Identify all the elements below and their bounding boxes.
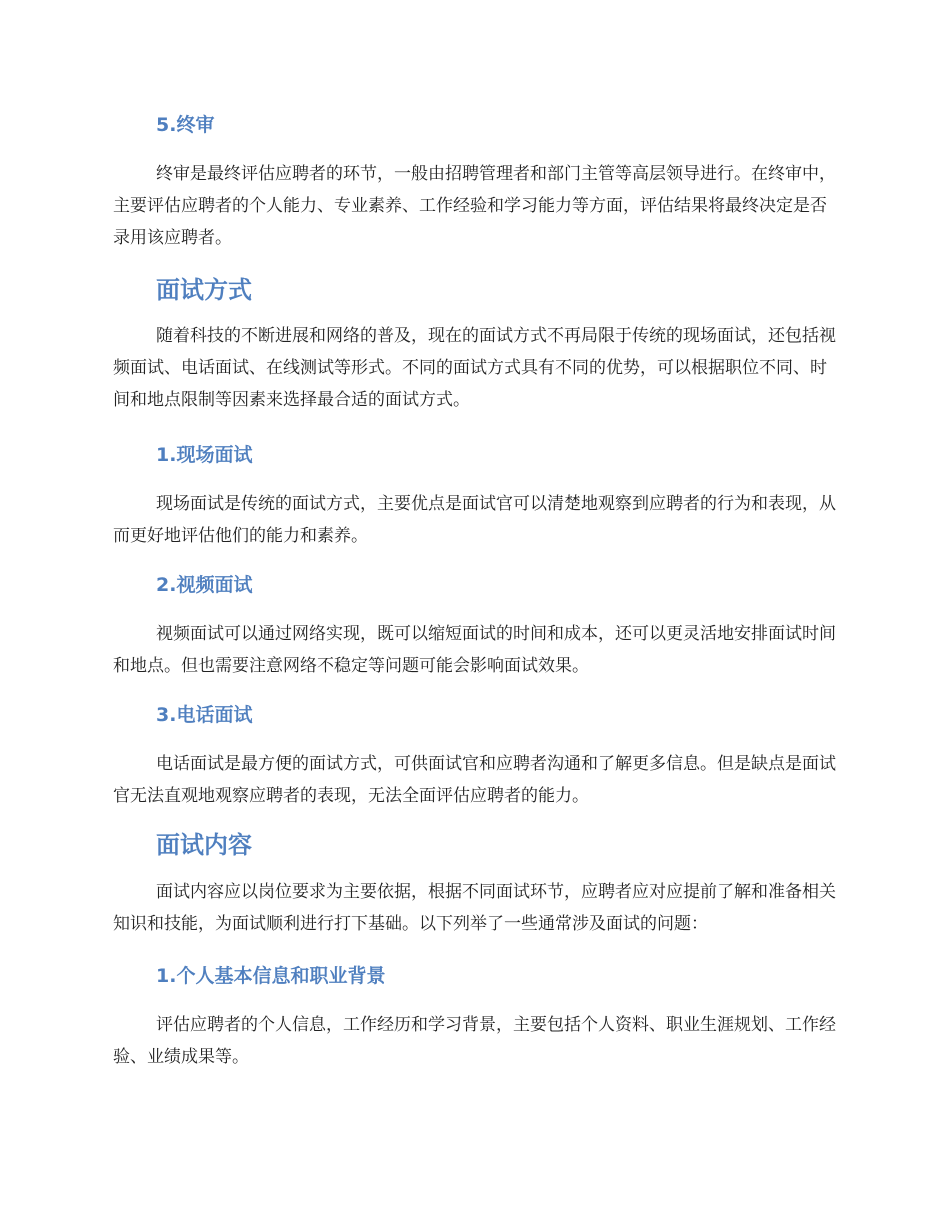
- heading-interview-content: 面试内容: [156, 831, 252, 859]
- paragraph-personal-background: 评估应聘者的个人信息，工作经历和学习背景，主要包括个人资料、职业生涯规划、工作经验、业绩成果等。: [113, 1015, 836, 1067]
- paragraph-video-interview: 视频面试可以通过网络实现，既可以缩短面试的时间和成本，还可以更灵活地安排面试时间和地点。但也需要注意网络不稳定等问题可能会影响面试效果。: [113, 624, 836, 676]
- paragraph-onsite-interview: 现场面试是传统的面试方式，主要优点是面试官可以清楚地观察到应聘者的行为和表现，从而更好地评估他们的能力和素养。: [113, 494, 836, 546]
- paragraph-interview-methods: 随着科技的不断进展和网络的普及，现在的面试方式不再局限于传统的现场面试，还包括视频面试、电话面试、在线测试等形式。不同的面试方式具有不同的优势，可以根据职位不同、时间和地点限制等因素来选择最合适的面试方式。: [113, 326, 836, 410]
- heading-video-interview: 2.视频面试: [156, 574, 253, 596]
- heading-onsite-interview: 1.现场面试: [156, 444, 253, 466]
- paragraph-interview-content: 面试内容应以岗位要求为主要依据，根据不同面试环节，应聘者应对应提前了解和准备相关知识和技能，为面试顺利进行打下基础。以下列举了一些通常涉及面试的问题：: [113, 882, 836, 934]
- heading-interview-methods: 面试方式: [156, 276, 252, 304]
- paragraph-phone-interview: 电话面试是最方便的面试方式，可供面试官和应聘者沟通和了解更多信息。但是缺点是面试官无法直观地观察应聘者的表现，无法全面评估应聘者的能力。: [113, 754, 836, 806]
- heading-phone-interview: 3.电话面试: [156, 704, 253, 726]
- heading-final-review: 5.终审: [156, 114, 215, 136]
- heading-personal-background: 1.个人基本信息和职业背景: [156, 965, 386, 987]
- paragraph-final-review: 终审是最终评估应聘者的环节，一般由招聘管理者和部门主管等高层领导进行。在终审中，主要评估应聘者的个人能力、专业素养、工作经验和学习能力等方面，评估结果将最终决定是否录用该应聘者。: [113, 164, 836, 248]
